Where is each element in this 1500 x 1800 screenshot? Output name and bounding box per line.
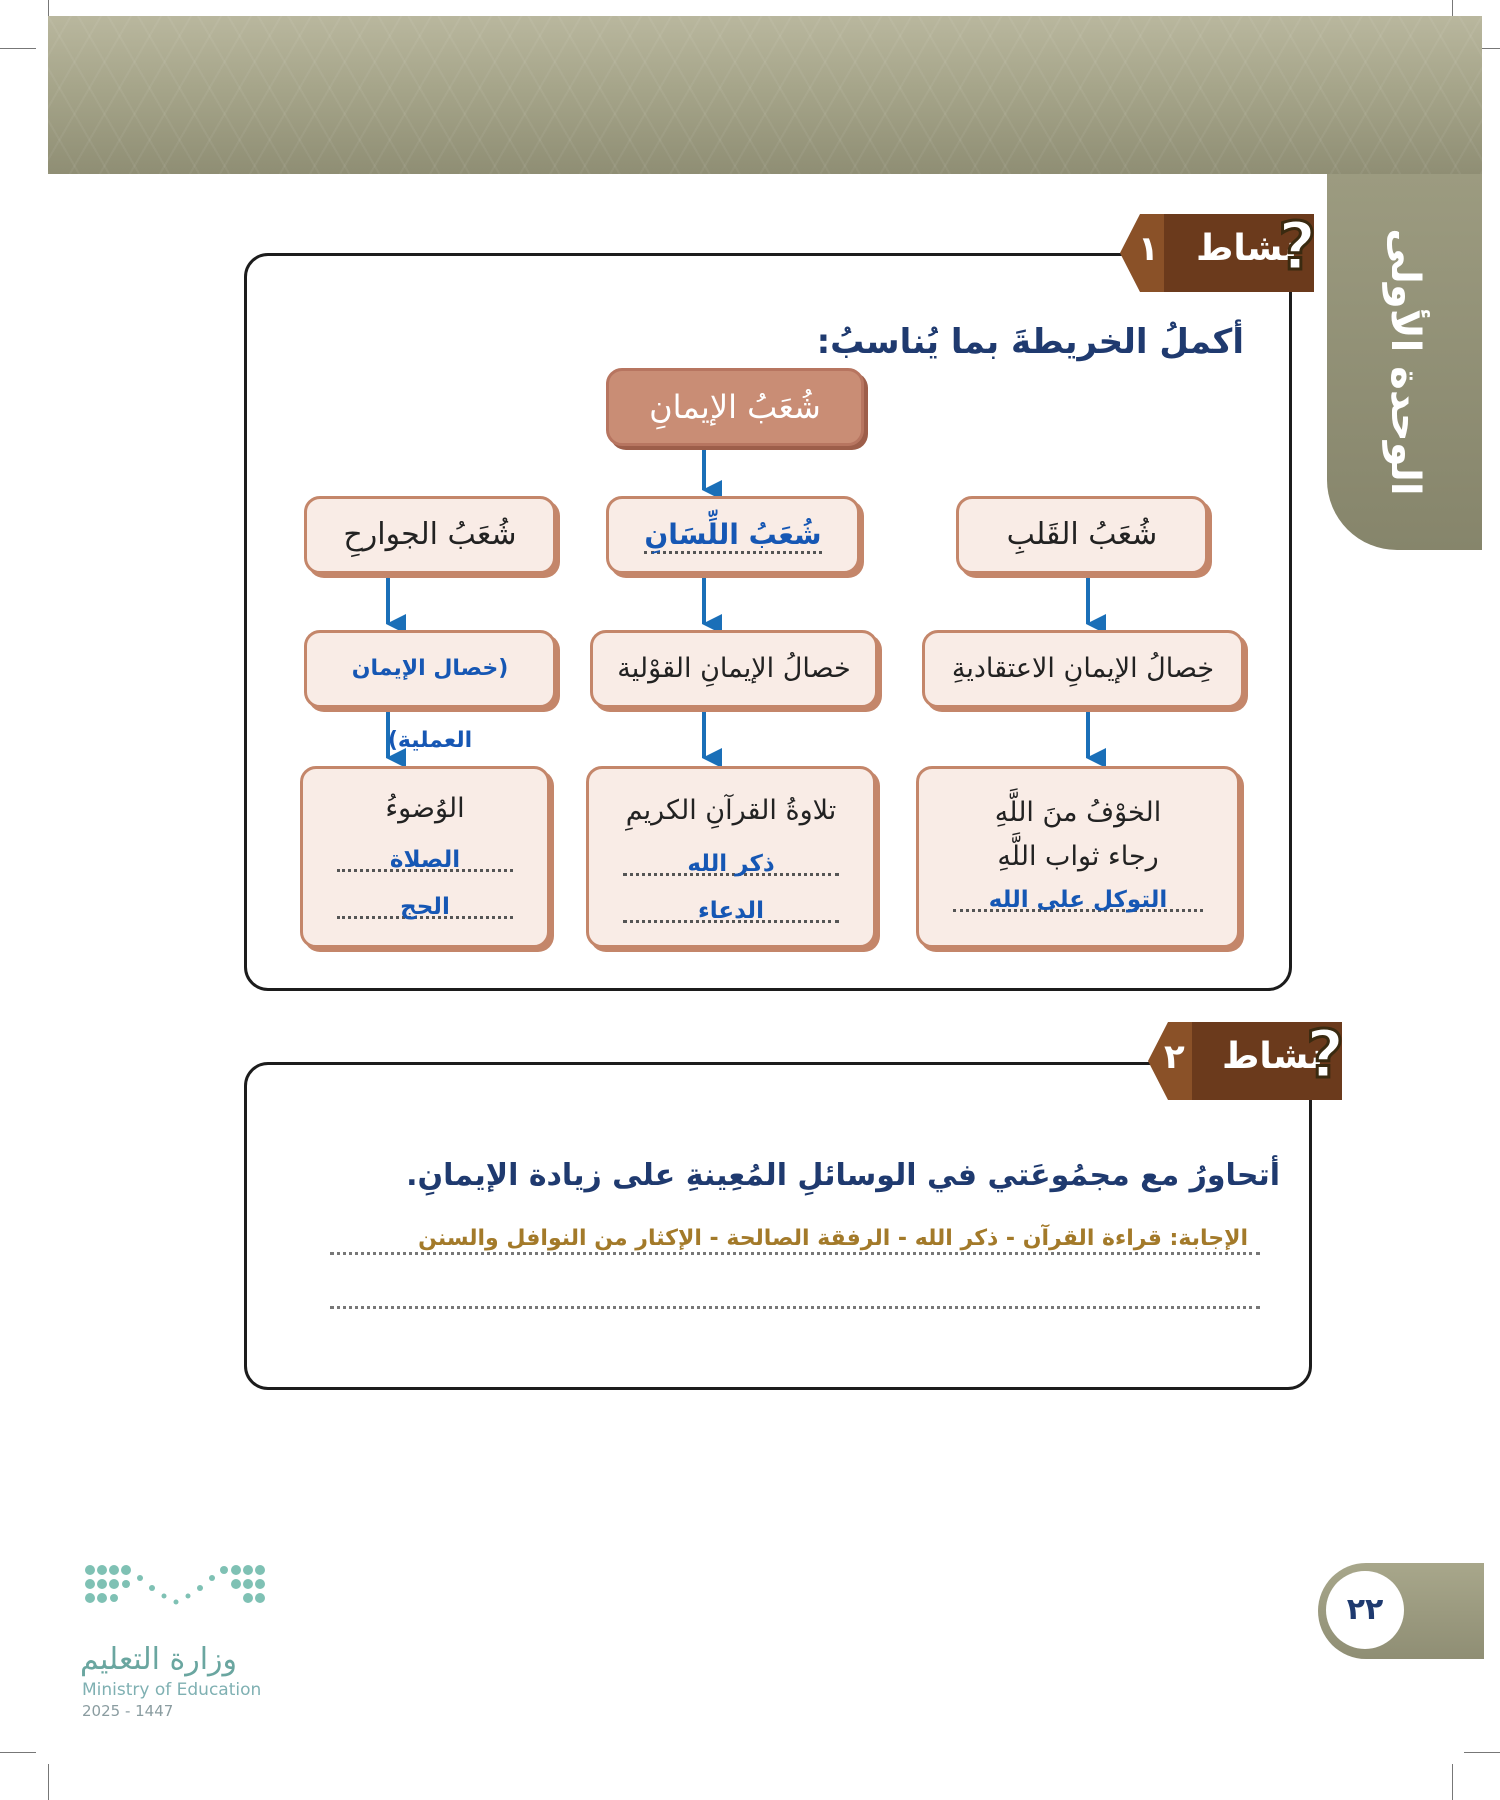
answer-line	[623, 890, 839, 923]
ministry-name-ar: وزارة التعليم	[80, 1642, 238, 1677]
activity-2-number: ٢	[1164, 1037, 1185, 1077]
answer-text: ذكر الله	[687, 851, 775, 877]
examples-speech	[586, 766, 876, 948]
ministry-name-en: Ministry of Education	[82, 1680, 262, 1700]
category-action	[304, 630, 556, 753]
page-number-tab	[1318, 1563, 1484, 1659]
branch-limbs	[304, 496, 556, 574]
branch-tongue	[606, 496, 860, 574]
ministry-logo-icon	[80, 1560, 270, 1620]
answer-line	[337, 886, 513, 919]
activity-1-instruction: أكملُ الخريطةَ بما يُناسبُ:	[816, 322, 1244, 362]
category-belief	[922, 630, 1244, 708]
unit-title: الوحدة الأولى	[1381, 228, 1428, 496]
example-item: تلاوةُ القرآنِ الكريمِ	[625, 795, 837, 826]
crop-mark	[0, 1752, 36, 1753]
question-mark-icon: ?	[1278, 208, 1317, 285]
category-speech	[590, 630, 878, 708]
page-number: ٢٢	[1332, 1577, 1398, 1643]
example-item: رجاء ثواب اللَّهِ	[997, 841, 1159, 872]
question-mark-icon: ?	[1306, 1016, 1345, 1093]
branch-label: شُعَبُ القَلبِ	[1006, 517, 1158, 552]
activity-2-answer: الإجابة: قراءة القرآن - ذكر الله - الرفقة الصالحة - الإكثار من النوافل والسنن	[414, 1226, 1252, 1251]
root-node	[606, 368, 864, 446]
examples-limbs	[300, 766, 550, 948]
branch-label: شُعَبُ اللِّسَانِ	[644, 518, 821, 554]
answer-line-1	[330, 1252, 1260, 1255]
category-label: (خصال الإيمان العملية)	[351, 656, 509, 753]
branch-label: شُعَبُ الجوارحِ	[343, 517, 517, 552]
edition-year: 2025 - 1447	[82, 1702, 174, 1720]
answer-text: الحج	[400, 894, 450, 920]
answer-line-2	[330, 1306, 1260, 1309]
activity-1-number: ١	[1138, 229, 1159, 269]
examples-belief	[916, 766, 1240, 948]
category-label: خِصالُ الإيمانِ الاعتقاديةِ	[951, 653, 1215, 684]
crop-mark	[1464, 1752, 1500, 1753]
crop-mark	[48, 1764, 49, 1800]
example-item: الخوْفُ منَ اللَّهِ	[994, 797, 1162, 828]
example-item: الوُضوءُ	[385, 793, 465, 824]
category-label: خصالُ الإيمانِ القوْلية	[617, 653, 851, 684]
activity-2-label: نشاط	[1222, 1036, 1324, 1077]
activity-2-instruction: أتحاورُ مع مجمُوعَتي في الوسائلِ المُعِينةِ على زيادة الإيمانِ.	[406, 1158, 1280, 1193]
answer-text: الدعاء	[698, 898, 764, 924]
answer-text: التوكل على الله	[988, 887, 1168, 913]
answer-text: الصلاة	[389, 847, 461, 873]
activity-1-label: نشاط	[1196, 228, 1298, 269]
activity-2-badge	[1148, 1016, 1348, 1100]
branch-heart	[956, 496, 1208, 574]
crop-mark	[1452, 1764, 1453, 1800]
answer-line	[337, 839, 513, 872]
answer-line	[623, 843, 839, 876]
root-label: شُعَبُ الإيمانِ	[649, 388, 821, 426]
answer-line	[953, 879, 1203, 912]
